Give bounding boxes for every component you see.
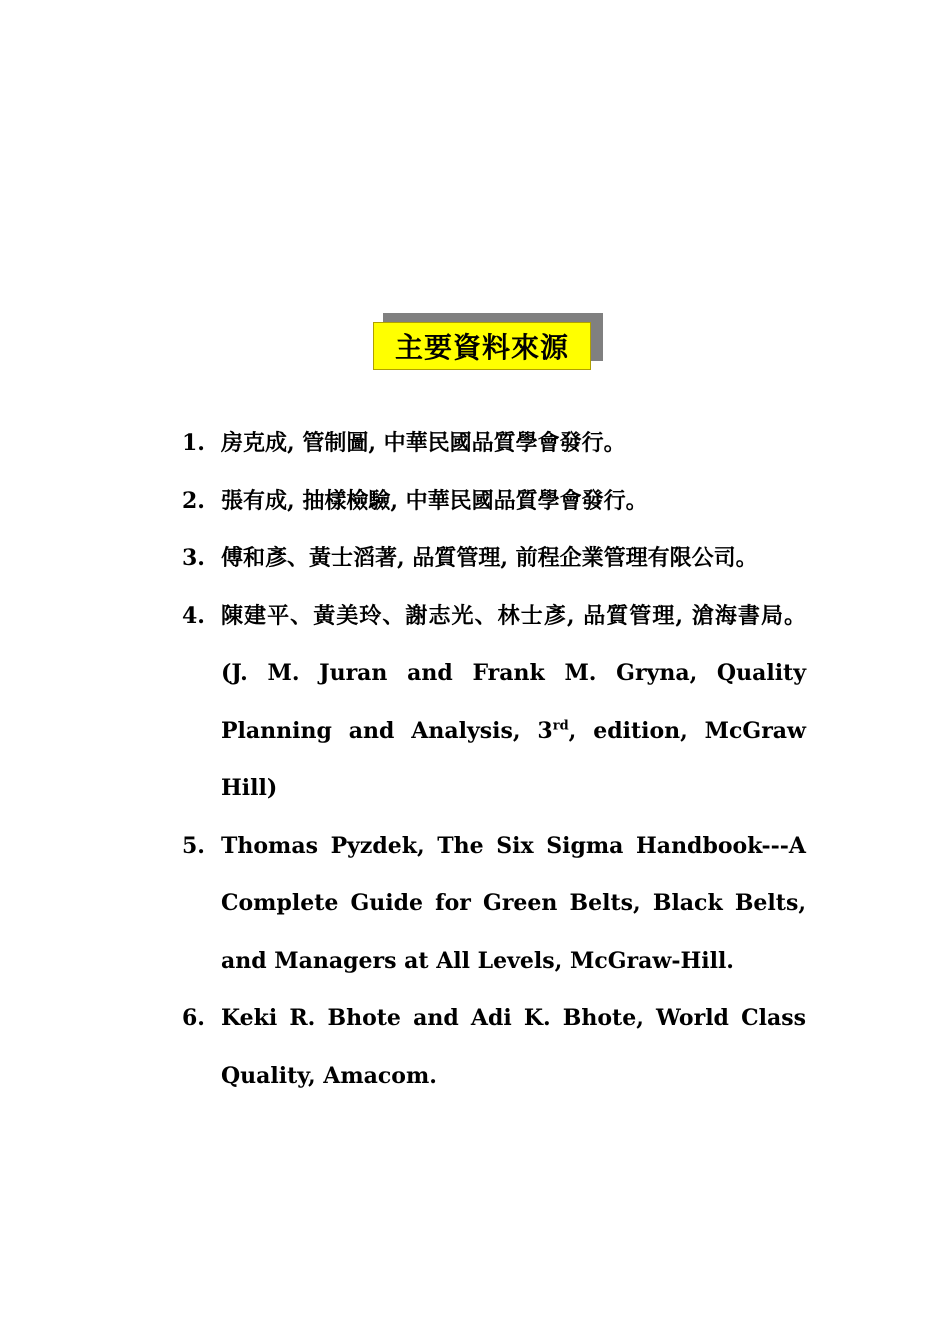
reference-text: 傅和彥、黃士滔著, 品質管理, 前程企業管理有限公司。: [221, 545, 758, 571]
reference-number: 6.: [182, 1005, 205, 1031]
superscript-ordinal: rd: [552, 718, 569, 734]
reference-number: 1.: [182, 430, 205, 456]
reference-item: [182, 473, 806, 531]
reference-text: 陳建平、黃美玲、謝志光、林士彥, 品質管理, 滄海書局。(J. M. Juran and Frank M. Gryna, Quality Planning and Analysis, 3: [221, 602, 806, 744]
reference-text: 房克成, 管制圖, 中華民國品質學會發行。: [221, 430, 626, 456]
reference-text: Thomas Pyzdek, The Six Sigma Handbook---A Complete Guide for Green Belts, Black Belts, and Managers at All Levels, McGraw-Hill.: [221, 832, 806, 974]
reference-text: Keki R. Bhote and Adi K. Bhote, World Class Quality, Amacom.: [221, 1005, 806, 1089]
reference-number: 2.: [182, 487, 205, 514]
reference-number: 4.: [182, 602, 205, 629]
reference-item: [182, 990, 806, 1105]
reference-text: 張有成, 抽樣檢驗, 中華民國品質學會發行。: [221, 487, 648, 514]
reference-number: 3.: [182, 545, 205, 571]
reference-number: 5.: [182, 832, 205, 859]
reference-item: [182, 818, 806, 991]
title-block: [373, 313, 605, 373]
reference-item: [182, 530, 806, 588]
reference-item: [182, 588, 806, 818]
reference-list: [182, 415, 806, 1105]
reference-item: [182, 415, 806, 473]
reference-text-continued: , edition, McGraw Hill): [221, 717, 806, 801]
page-title: 主要資料來源: [373, 322, 591, 370]
